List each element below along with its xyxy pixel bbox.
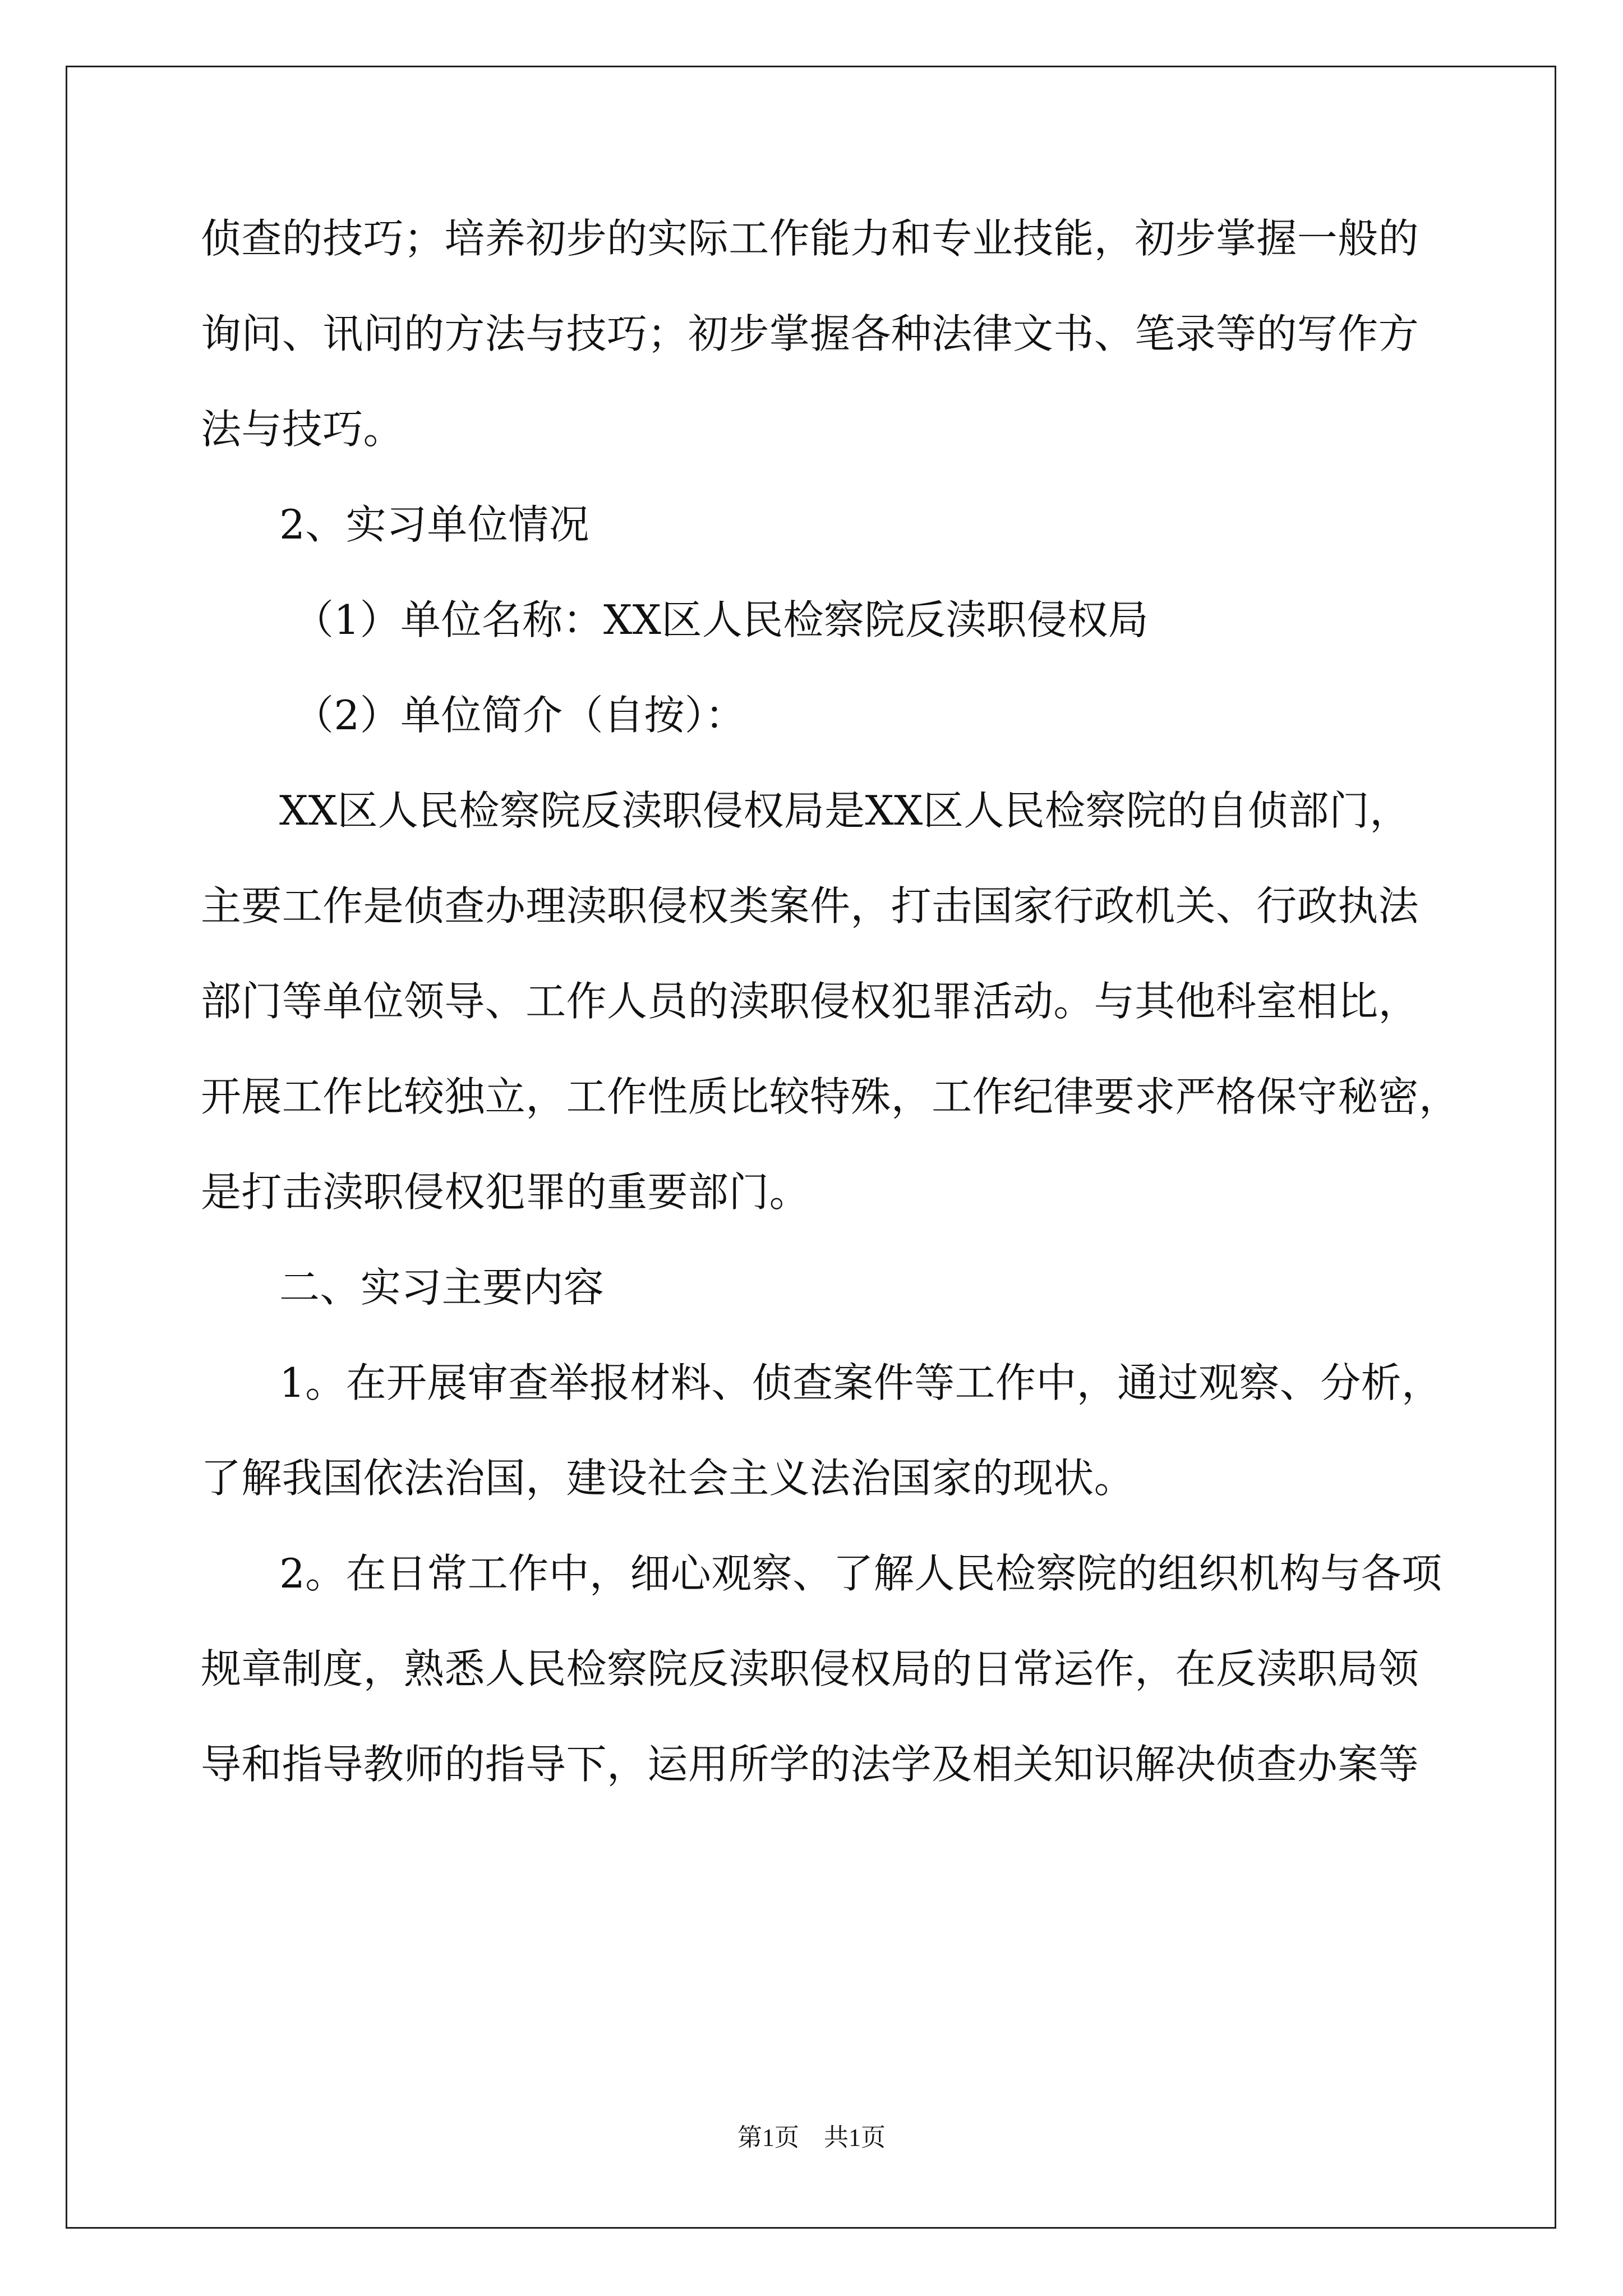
paragraph-line: 法与技巧。 [201, 406, 404, 453]
paragraph-line: 主要工作是侦查办理渎职侵权类案件，打击国家行政机关、行政执法 [201, 882, 1419, 930]
paragraph-line: 部门等单位领导、工作人员的渎职侵权犯罪活动。与其他科室相比， [201, 978, 1419, 1025]
page-number: 第1页 共1页 [737, 2124, 886, 2151]
paragraph-line: （1）单位名称：XX区人民检察院反渎职侵权局 [293, 596, 1149, 643]
page-border [66, 66, 1556, 2229]
paragraph-line: 1。在开展审查举报材料、侦查案件等工作中，通过观察、分析， [279, 1359, 1442, 1406]
paragraph-line: 导和指导教师的指导下，运用所学的法学及相关知识解决侦查办案等 [201, 1741, 1419, 1788]
section-heading: 2、实习单位情况 [279, 501, 590, 548]
paragraph-line: XX区人民检察院反渎职侵权局是XX区人民检察院的自侦部门， [279, 787, 1410, 834]
paragraph-line: （2）单位简介（自按）： [293, 692, 746, 739]
paragraph-line: 侦查的技巧；培养初步的实际工作能力和专业技能，初步掌握一般的 [201, 215, 1419, 262]
paragraph-line: 了解我国依法治国，建设社会主义法治国家的现状。 [201, 1455, 1135, 1502]
paragraph-line: 开展工作比较独立，工作性质比较特殊，工作纪律要求严格保守秘密， [201, 1073, 1460, 1120]
paragraph-line: 2。在日常工作中，细心观察、了解人民检察院的组织机构与各项 [279, 1550, 1442, 1597]
paragraph-line: 是打击渎职侵权犯罪的重要部门。 [201, 1168, 810, 1216]
paragraph-line: 规章制度，熟悉人民检察院反渎职侵权局的日常运作，在反渎职局领 [201, 1645, 1419, 1692]
paragraph-line: 询问、讯问的方法与技巧；初步掌握各种法律文书、笔录等的写作方 [201, 310, 1419, 357]
section-heading: 二、实习主要内容 [279, 1264, 605, 1311]
